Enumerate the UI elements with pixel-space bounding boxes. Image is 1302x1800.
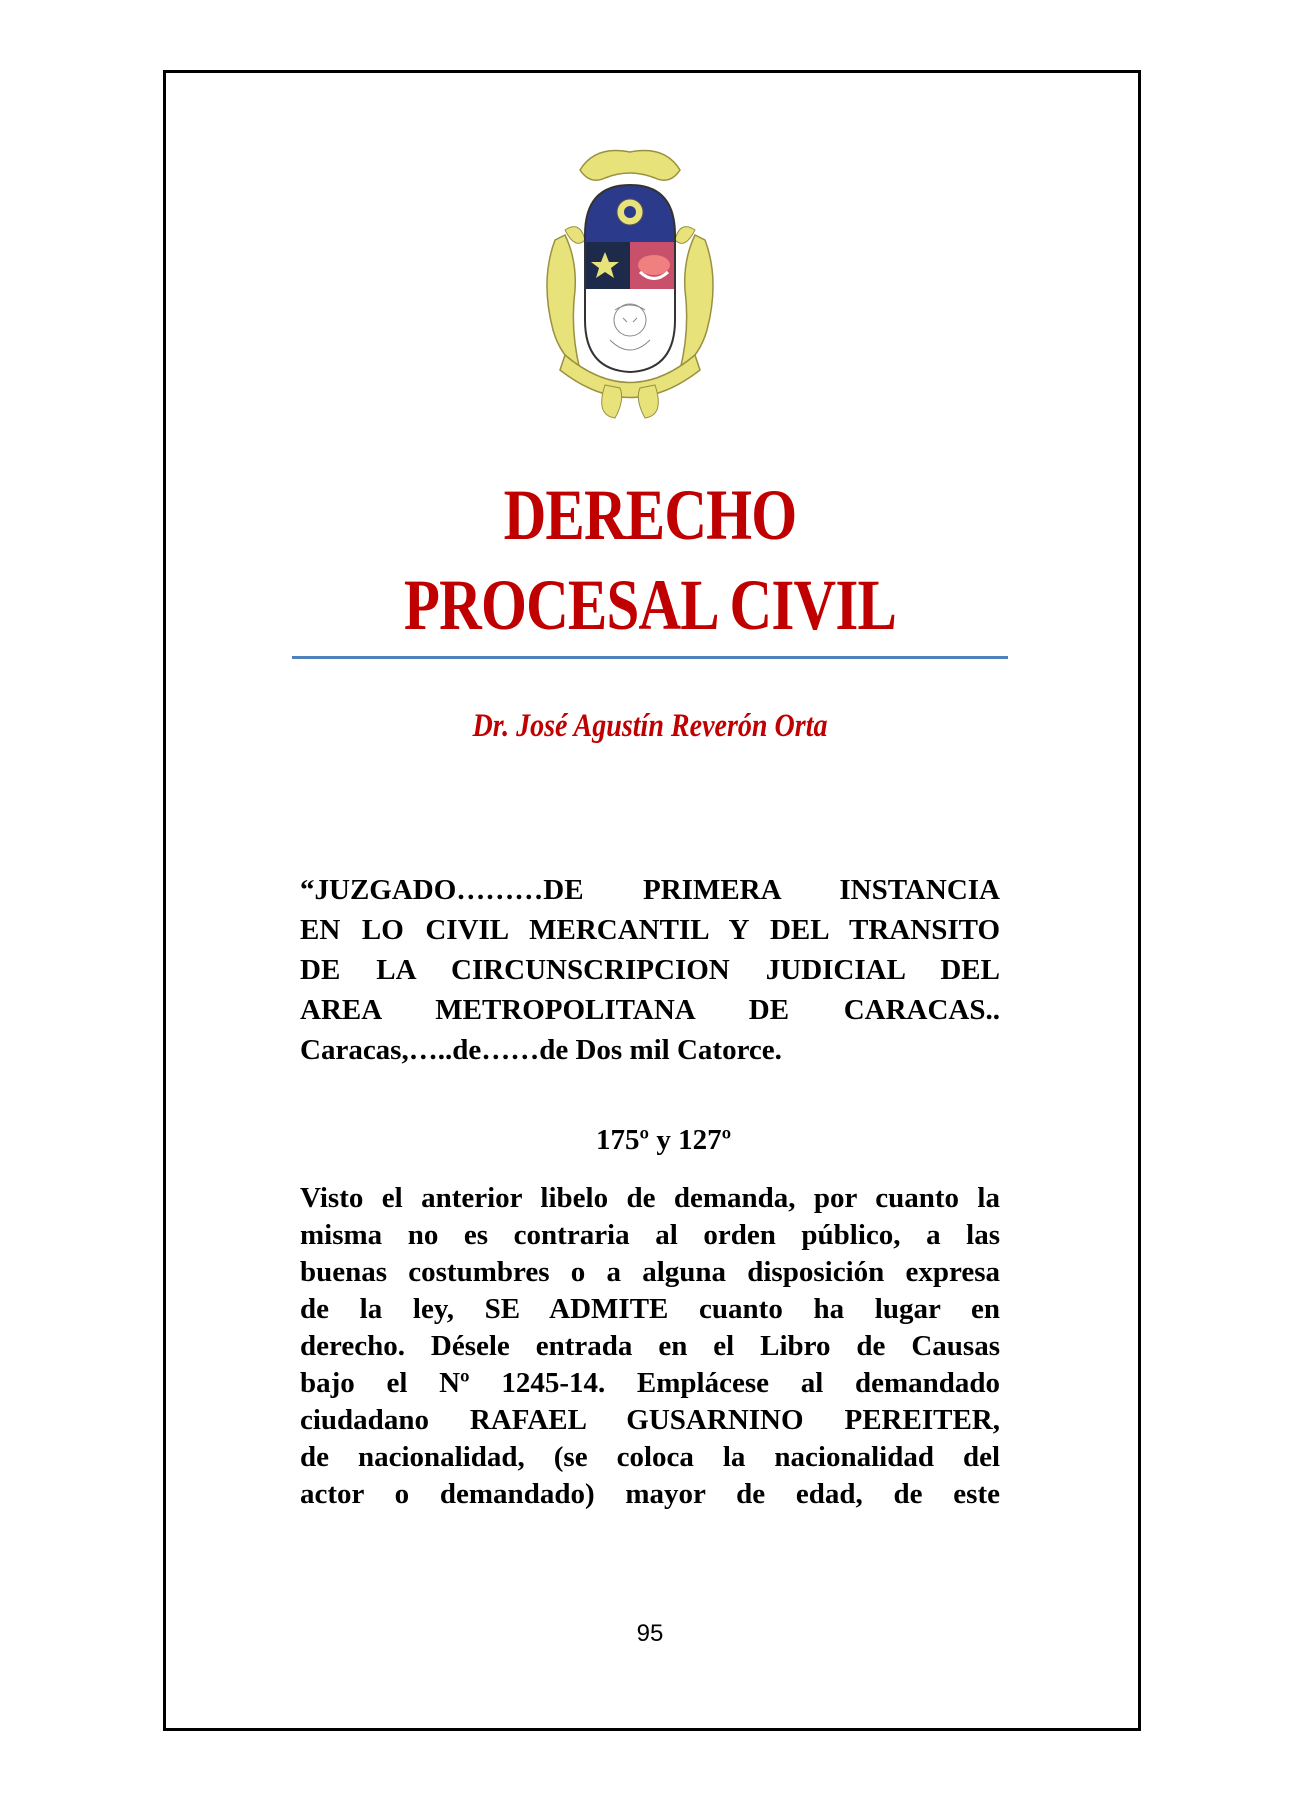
body-line: misma no es contraria al orden público, a las [300,1219,1000,1251]
body-line: Visto el anterior libelo de demanda, por cuanto la [300,1182,1000,1214]
body-line: bajo el Nº 1245-14. Emplácese al demandado [300,1367,1000,1399]
court-header-line: Caracas,…..de……de Dos mil Catorce. [300,1034,782,1066]
court-header-line: AREA METROPOLITANA DE CARACAS.. [300,994,1000,1026]
document-title-line-2: PROCESAL CIVIL [403,565,897,645]
court-header-line: EN LO CIVIL MERCANTIL Y DEL TRANSITO [300,914,1000,946]
body-line: actor o demandado) mayor de edad, de este [300,1478,1000,1510]
body-line: ciudadano RAFAEL GUSARNINO PEREITER, [300,1404,1000,1436]
court-header-line: DE LA CIRCUNSCRIPCION JUDICIAL DEL [300,954,1000,986]
page-number: 95 [636,1620,664,1647]
body-line: de la ley, SE ADMITE cuanto ha lugar en [300,1293,1000,1325]
body-line: derecho. Désele entrada en el Libro de Causas [300,1330,1000,1362]
coat-of-arms-icon [535,140,725,420]
years-annotation: 175º y 127º [596,1124,732,1156]
court-header-line: “JUZGADO………DE PRIMERA INSTANCIA [300,874,1000,906]
document-title-line-1: DERECHO [503,475,797,555]
title-divider [292,656,1008,659]
author-name: Dr. José Agustín Reverón Orta [472,708,828,744]
body-paragraph [300,1180,1000,1513]
court-header [300,870,1000,1070]
body-line: buenas costumbres o a alguna disposición expresa [300,1256,1000,1288]
body-line: de nacionalidad, (se coloca la nacionalidad del [300,1441,1000,1473]
